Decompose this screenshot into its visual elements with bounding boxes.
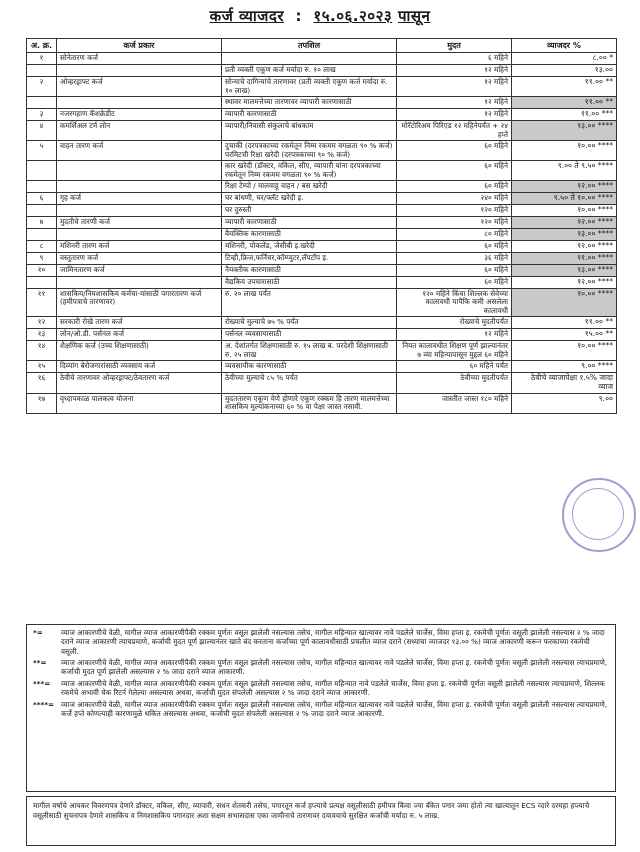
table-row <box>27 181 617 193</box>
row-duration: रोख्याचे मुदतीपर्यंत <box>397 317 512 329</box>
row-rate: १३.०० **** <box>512 121 617 141</box>
title-date: १५.०६.२०२३ <box>313 7 393 25</box>
row-details: सोन्याचे दागिन्यांचे तारणावर (प्रती व्यक्ती एकूण कर्ज मर्यादा रु. १० लाख) <box>222 77 397 97</box>
row-loan-type: जामिनतारण कर्ज <box>57 264 222 276</box>
table-row <box>27 205 617 217</box>
row-loan-type: सरकारी रोखे तारण कर्ज <box>57 317 222 329</box>
row-loan-type: शासकिय/निमशासकिय कर्मचा-यांसाठी पगारतारण कर्ज (हमीपत्राचे तारणावर) <box>57 288 222 316</box>
row-sr <box>27 97 57 109</box>
header-rate: व्याजदर % <box>512 39 617 53</box>
row-rate: ११.०० ** <box>512 317 617 329</box>
row-details: व्यापारी कारणासाठी <box>222 109 397 121</box>
row-loan-type: ठेवीचे तारणावर ओव्हरड्राफ्ट/ठेवतारण कर्ज <box>57 372 222 393</box>
row-loan-type: दिव्यांग बेरोजगारांसाठी व्यवसाय कर्ज <box>57 361 222 373</box>
row-loan-type: वाहन तारण कर्ज <box>57 141 222 161</box>
row-loan-type <box>57 228 222 240</box>
note-item <box>33 700 609 719</box>
row-details <box>222 53 397 65</box>
table-row <box>27 252 617 264</box>
table-row <box>27 97 617 109</box>
row-rate: १३.०० **** <box>512 228 617 240</box>
row-duration: १२ महिने <box>397 65 512 77</box>
note-mark: **= <box>33 658 47 668</box>
footer-note: मागील वर्षाचे आयकर विवरणपत्र देणारे डॉक्टर, वकिल, सीए, व्यापारी, सधन शेतकरी तसेच, पगारतून कर्ज हप्त्याचे प्रत्यक्ष वसूलीसाठी हमीपत्र किंवा ज्या बँकेत पगार जमा होतो त्या खात्यातून ECS व्दारे दरमहा हप्त्याचे वसूलीसाठी सुचनापत्र देणारे शासकिय व निमशासकिय पगारदार अशा सक्षम सभासदास एका जामीनाचे तारणावर दयावयाचे सुरक्षित कर्जाची मर्यादा रु. ५ लाख. <box>26 796 616 846</box>
row-sr: ११ <box>27 288 57 316</box>
row-rate: १२.०० **** <box>512 216 617 228</box>
row-sr: १ <box>27 53 57 65</box>
row-details: टिव्ही,फ्रिज,फर्निचर,कॉम्प्युटर,लॅपटॉप इ. <box>222 252 397 264</box>
row-rate: १३.०० **** <box>512 264 617 276</box>
row-sr: १६ <box>27 372 57 393</box>
row-rate: ११.०० **** <box>512 252 617 264</box>
row-details: कार खरेदी (डॉक्टर, वकिल, सीए, व्यापारी यांना दरपत्रकाच्या रकमेतून निम्म रकमम वगळता ९० % कर्ज) <box>222 161 397 181</box>
row-details: स्थावर मालमत्तेच्या तारणावर व्यापारी कारणासाठी <box>222 97 397 109</box>
row-details: व्यापारी कारणासाठी <box>222 216 397 228</box>
row-loan-type <box>57 161 222 181</box>
note-item <box>33 658 609 677</box>
note-mark: ****= <box>33 699 55 709</box>
row-sr <box>27 228 57 240</box>
row-rate: १३.०० <box>512 65 617 77</box>
row-details: अ. देशांतर्गत शिक्षणासाठी रु. १५ लाख ब. परदेशी शिक्षणासाठी रु. २५ लाख <box>222 341 397 361</box>
row-loan-type: वस्तुतारण कर्ज <box>57 252 222 264</box>
row-loan-type <box>57 205 222 217</box>
table-row <box>27 228 617 240</box>
table-row <box>27 77 617 97</box>
table-row <box>27 393 617 413</box>
row-details: घर दुरुस्ती <box>222 205 397 217</box>
row-duration: ६० महिने <box>397 181 512 193</box>
table-row <box>27 53 617 65</box>
row-details: घर बांधणी, घर/फ्लॅट खरेदी इ. <box>222 193 397 205</box>
note-text: व्याज आकारणीचे वेळी, मागील व्याज आकारणीपैकी रक्कम पूर्णतः वसूल झालेली नसल्यास तसेच, मागील महिन्यात नावे पडलेले चार्जेस, विमा हप्ता इ. रकमेची पूर्णतः वसूली झालेली नसल्यास त्याचप्रमाणे, शिल्लक रकमेचे अभावी चेक रिटर्न गेलेल्या असल्यास अथवा, कर्जाची मुदत संपलेली असल्यास २ % जादा दराने व्याज आकारणी. <box>61 678 605 698</box>
page-title <box>0 6 640 26</box>
row-loan-type <box>57 97 222 109</box>
interest-rate-table <box>26 38 617 414</box>
row-sr: ३ <box>27 109 57 121</box>
row-rate: ११.०० ** <box>512 77 617 97</box>
row-loan-type <box>57 181 222 193</box>
row-rate: १०.०० **** <box>512 205 617 217</box>
row-sr: १५ <box>27 361 57 373</box>
row-details: व्यापारी/निवासी संकुलाचे बांधकाम <box>222 121 397 141</box>
note-mark: ***= <box>33 678 51 688</box>
note-text: व्याज आकारणीचे वेळी, मागील व्याज आकारणीपैकी रक्कम पूर्णतः वसूल झालेली नसल्यास तसेच, मागील महिन्यात खात्यावर नावे पडलेले चार्जेस, विमा हप्ता इ. रकमेची पूर्णतः वसूली झालेली नसल्यास त्याचप्रमाणे, कर्जे हप्ते कोणत्याही कारणामुळे थकित असल्यास अथवा, कर्जाची मुदत संपलेली असल्यास २ % जादा दराने व्याज आकारणी. <box>61 699 608 718</box>
row-duration: ८० महिने <box>397 228 512 240</box>
table-row <box>27 193 617 205</box>
row-details: मुदततारण एकूण येणे होणारे एकूण रक्कम हि तारण मालमत्तेच्या शासकिय मुल्यांकनाच्या ६० % या पेक्षा जास्त नसावी. <box>222 393 397 413</box>
row-duration: १२ महिने <box>397 77 512 97</box>
row-duration: जास्तीत जास्त १८० महिने <box>397 393 512 413</box>
row-loan-type <box>57 276 222 288</box>
row-rate: ९.५० ते १०.०० **** <box>512 193 617 205</box>
row-duration: ६० महिने <box>397 161 512 181</box>
table-row <box>27 276 617 288</box>
table-body <box>27 53 617 413</box>
row-rate: ८.०० * <box>512 53 617 65</box>
row-duration: १२० महिने <box>397 205 512 217</box>
table-row <box>27 341 617 361</box>
row-duration: ३६ महिने <box>397 252 512 264</box>
row-details: व्यवसायीक कारणासाठी <box>222 361 397 373</box>
row-loan-type <box>57 65 222 77</box>
row-rate: ९.०० **** <box>512 361 617 373</box>
row-duration: ६० महिने <box>397 264 512 276</box>
title-prefix: कर्ज व्याजदर <box>209 7 284 25</box>
row-rate: १२.०० **** <box>512 276 617 288</box>
row-duration: १२ महिने <box>397 329 512 341</box>
row-rate: ठेवीचे व्याजापेक्षा १.५% जादा व्याज <box>512 372 617 393</box>
row-details: रु. २० लाख पर्यंत <box>222 288 397 316</box>
row-details: ठेवीच्या मुल्याचे ८५ % पर्यंत <box>222 372 397 393</box>
table-row <box>27 329 617 341</box>
notes-section <box>26 624 616 792</box>
row-duration: १२० महिने किंवा शिल्लक सेवेच्या कालावधी यापैकि कमी असलेला कालावधी <box>397 288 512 316</box>
row-sr: २ <box>27 77 57 97</box>
row-loan-type: सोनेतारण कर्ज <box>57 53 222 65</box>
row-details: रिक्षा टेम्पो / मालवाहू वाहन / बस खरेदी <box>222 181 397 193</box>
row-rate: ९.०० ते ९.५० **** <box>512 161 617 181</box>
row-duration: ६० महिने <box>397 276 512 288</box>
note-item <box>33 679 609 698</box>
row-rate: ९.०० <box>512 393 617 413</box>
row-details: नैयक्तीक कारणासाठी <box>222 264 397 276</box>
table-row <box>27 141 617 161</box>
row-rate: १२.०० **** <box>512 240 617 252</box>
bank-seal-stamp <box>562 478 636 552</box>
row-rate: ११.०० *** <box>512 109 617 121</box>
row-details: मशिनरी, पोकलेंड, जेसीबी इ.खरेदी <box>222 240 397 252</box>
row-sr: ४ <box>27 121 57 141</box>
row-rate: ११.०० ** <box>512 97 617 109</box>
table-row <box>27 372 617 393</box>
table-row <box>27 161 617 181</box>
table-row <box>27 288 617 316</box>
row-duration: ठेवीच्या मुदतीपर्यंत <box>397 372 512 393</box>
row-duration: २४० महिने <box>397 193 512 205</box>
row-duration: ६ महिने <box>397 53 512 65</box>
row-loan-type: लोन/ओ.डी. पर्सनल कर्ज <box>57 329 222 341</box>
table-row <box>27 216 617 228</box>
table-row <box>27 121 617 141</box>
row-sr: १४ <box>27 341 57 361</box>
row-sr: १७ <box>27 393 57 413</box>
header-loan-type: कर्ज प्रकार <box>57 39 222 53</box>
row-sr <box>27 65 57 77</box>
row-details: दुचाकी (दरपत्रकाच्या रकमेतून निम्म रकमम वगळता ९० % कर्ज) परमिटची रिक्षा खरेदी (दरपत्रकाच्या ९० % कर्ज) <box>222 141 397 161</box>
row-sr: १३ <box>27 329 57 341</box>
row-sr <box>27 181 57 193</box>
title-suffix: पासून <box>397 7 431 25</box>
row-duration: १२ महिने <box>397 109 512 121</box>
row-loan-type: कमर्शिअल टर्म लोन <box>57 121 222 141</box>
row-sr: १२ <box>27 317 57 329</box>
row-duration: १२० महिने <box>397 216 512 228</box>
header-duration: मुदत <box>397 39 512 53</box>
header-sr: अ. क्र. <box>27 39 57 53</box>
note-item <box>33 628 609 656</box>
note-text: व्याज आकारणीचे वेळी, मागील व्याज आकारणीपैकी रक्कम पूर्णतः वसूल झालेली नसल्यास तसेच, मागील महिन्यात खात्यावर नावे पडलेले चार्जेस, विमा हप्ता इ. रकमेची पूर्णतः वसूली झालेली नसल्यास २ % जादा दराने व्याज आकारणी त्याचप्रमाणे, कर्जाची मुदत पूर्ण झाल्यानंतर खाते बंद करताना कर्जाच्या पूर्ण कालावधीसाठी प्रचलीत व्याज दराने (सध्याचा व्याजदर १३.०० %) व्याज आकारणी करून फरकाच्या रकमेची वसूली. <box>61 628 605 656</box>
row-loan-type: गृह कर्ज <box>57 193 222 205</box>
row-loan-type: वृध्दापकाळ पालकत्व योजना <box>57 393 222 413</box>
row-sr: १० <box>27 264 57 276</box>
title-separator: : <box>295 7 302 25</box>
row-duration: ६० महिने <box>397 141 512 161</box>
row-details: वैयक्तिक कारणासाठी <box>222 228 397 240</box>
row-details: पर्सनल व्यवसायासाठी <box>222 329 397 341</box>
row-sr <box>27 205 57 217</box>
row-details: रोख्याचे मुल्याचे ७५ % पर्यंत <box>222 317 397 329</box>
row-loan-type: ओव्हरड्राफ्ट कर्ज <box>57 77 222 97</box>
row-sr: ८ <box>27 240 57 252</box>
row-sr: ९ <box>27 252 57 264</box>
row-loan-type: शैक्षणिक कर्ज (उच्च शिक्षणासाठी) <box>57 341 222 361</box>
row-duration: ६० महिने <box>397 240 512 252</box>
table-row <box>27 317 617 329</box>
table-row <box>27 264 617 276</box>
table-row <box>27 109 617 121</box>
row-details: वैद्यकिय उपचारासाठी <box>222 276 397 288</box>
row-duration: नियत कालावधीत शिक्षण पूर्ण झाल्यानंतर ७ व्या महिन्यापासून मुद्दल ६० महिने <box>397 341 512 361</box>
row-sr: ६ <box>27 193 57 205</box>
row-loan-type: मुदतीचे तारणी कर्ज <box>57 216 222 228</box>
table-row <box>27 361 617 373</box>
note-text: व्याज आकारणीचे वेळी, मागील व्याज आकारणीपैकी रक्कम पूर्णतः वसूल झालेली नसल्यास तसेच, मागील महिन्यात खात्यावर नावे पडलेले चार्जेस, विमा हप्ता इ. रकमेची पूर्णतः वसूली झालेली नसल्यास त्याचप्रमाणे, कर्जाची मुदत पूर्ण झालेली असल्यास २ % जादा दराने व्याज आकारणी. <box>61 658 608 677</box>
row-rate: १०.०० **** <box>512 141 617 161</box>
row-sr: ५ <box>27 141 57 161</box>
row-rate: १०.०० **** <box>512 341 617 361</box>
row-duration: ६० महिने पर्यंत <box>397 361 512 373</box>
row-sr <box>27 276 57 288</box>
row-rate: १०.०० **** <box>512 288 617 316</box>
note-mark: *= <box>33 628 43 637</box>
table-row <box>27 65 617 77</box>
row-loan-type: नजरगहाण कॅशक्रेडीट <box>57 109 222 121</box>
row-details: प्रती व्यक्ती एकूण कर्ज मर्यादा रु. १० लाख <box>222 65 397 77</box>
table-header-row <box>27 39 617 53</box>
row-duration: मोरॅटोरिअम पिरिएड १२ महिनेपर्यंत + २४ हप्ते <box>397 121 512 141</box>
row-loan-type: मशिनरी तारण कर्ज <box>57 240 222 252</box>
row-sr <box>27 161 57 181</box>
row-rate: १५.०० ** <box>512 329 617 341</box>
row-sr: ७ <box>27 216 57 228</box>
row-rate: १२.०० **** <box>512 181 617 193</box>
table-row <box>27 240 617 252</box>
header-details: तपशिल <box>222 39 397 53</box>
row-duration: १२ महिने <box>397 97 512 109</box>
